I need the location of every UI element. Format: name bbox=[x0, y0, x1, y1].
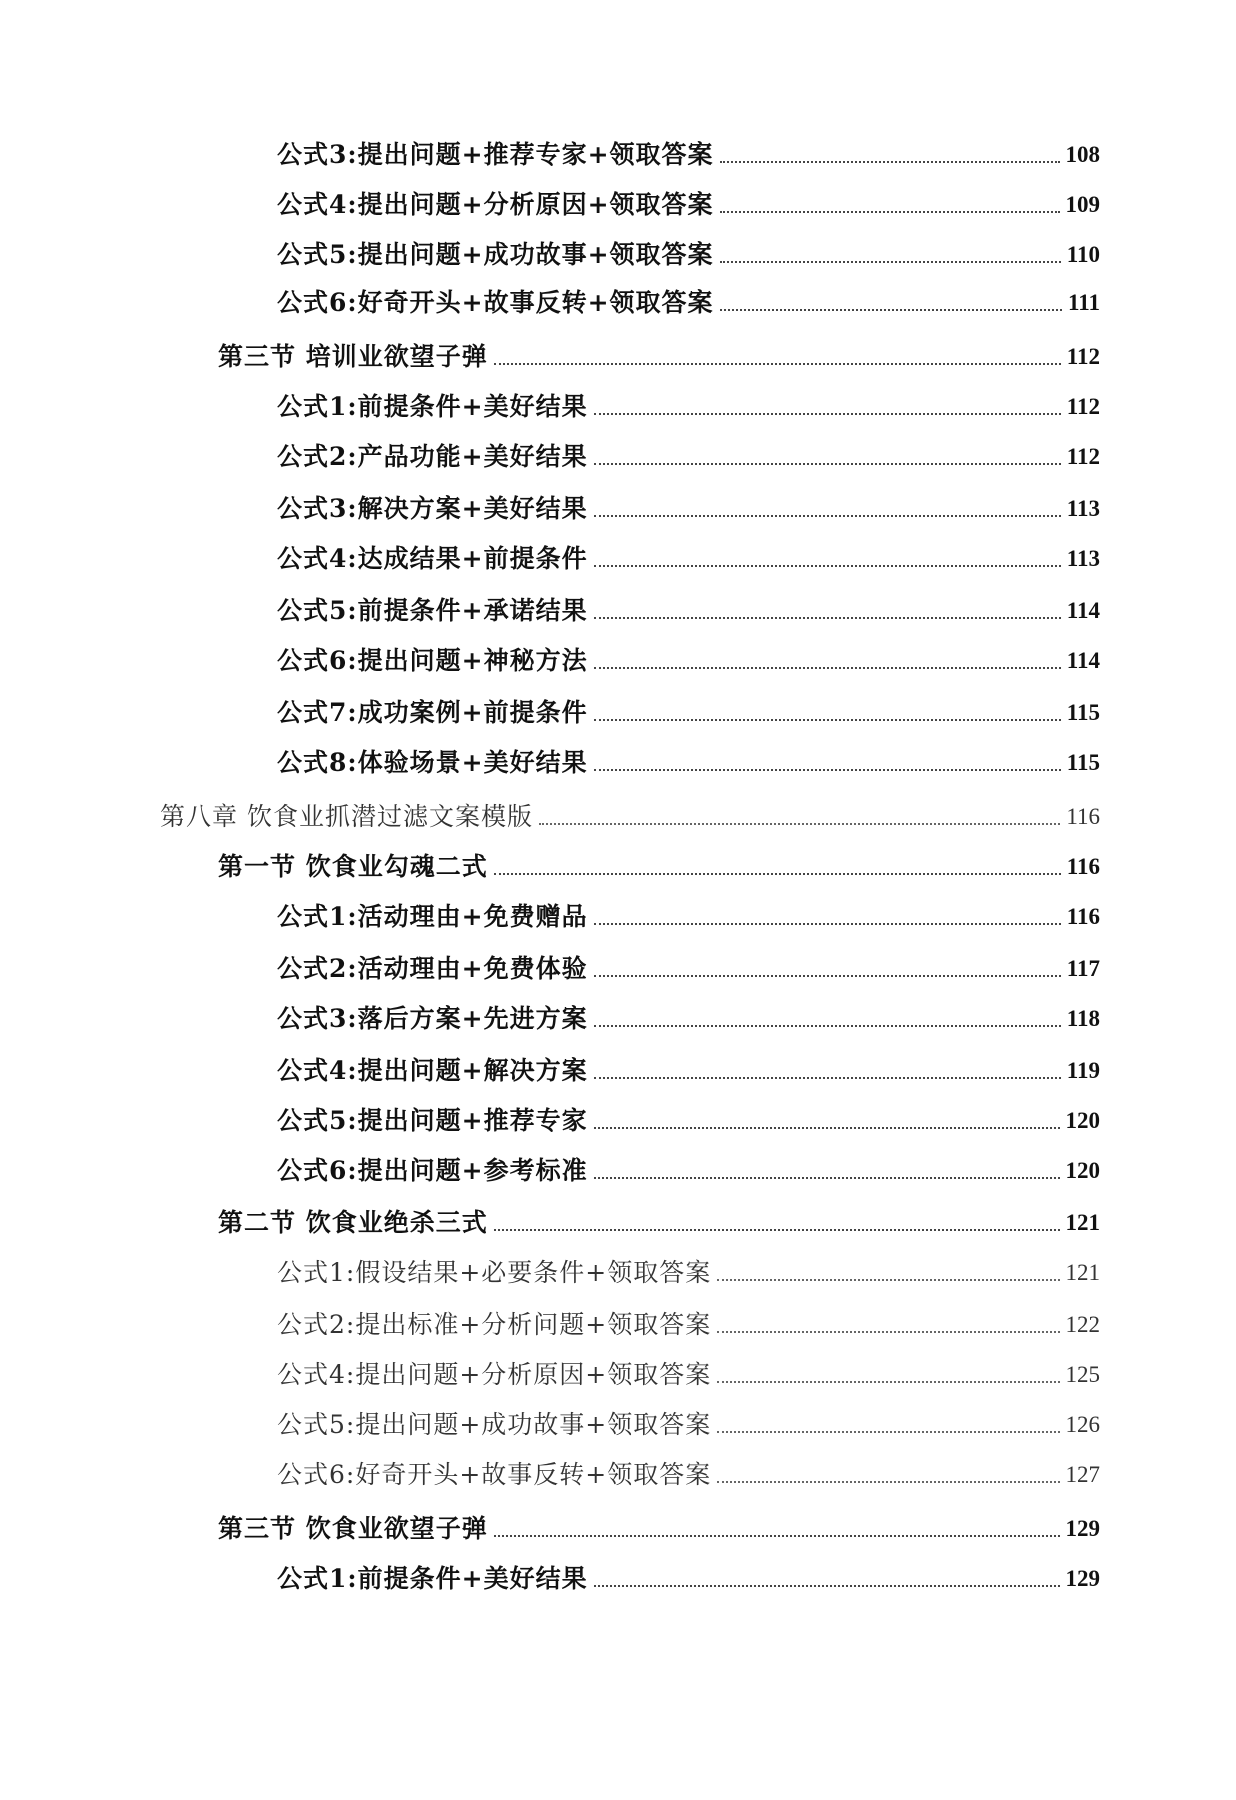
toc-page-number: 129 bbox=[1065, 1566, 1100, 1591]
toc-entry-title: 公式6:好奇开头+故事反转+领取答案 bbox=[277, 288, 714, 317]
toc-page-number: 112 bbox=[1066, 394, 1100, 419]
toc-dot-leader bbox=[720, 211, 1060, 213]
toc-entry-title: 公式6:提出问题+参考标准 bbox=[277, 1156, 588, 1185]
toc-dot-leader bbox=[594, 515, 1061, 517]
toc-entry-title: 第三节 饮食业欲望子弹 bbox=[218, 1514, 488, 1543]
toc-dot-leader bbox=[594, 617, 1061, 619]
toc-entry-title: 公式5:前提条件+承诺结果 bbox=[277, 596, 588, 625]
toc-page-number: 111 bbox=[1068, 290, 1100, 315]
toc-dot-leader bbox=[594, 413, 1061, 415]
toc-entry-level-3[interactable] bbox=[277, 1002, 1100, 1036]
toc-dot-leader bbox=[594, 975, 1061, 977]
toc-entry-title: 公式1:假设结果+必要条件+领取答案 bbox=[277, 1258, 712, 1287]
toc-page-number: 113 bbox=[1066, 546, 1100, 571]
toc-entry-level-3[interactable] bbox=[277, 696, 1100, 730]
toc-dot-leader bbox=[717, 1481, 1059, 1483]
toc-entry-level-3[interactable] bbox=[277, 1154, 1100, 1188]
toc-page-number: 115 bbox=[1066, 700, 1100, 725]
toc-entry-level-3[interactable] bbox=[277, 1256, 1100, 1290]
toc-page-number: 125 bbox=[1065, 1362, 1100, 1387]
toc-page-number: 120 bbox=[1065, 1158, 1100, 1183]
toc-entry-title: 公式1:前提条件+美好结果 bbox=[277, 1564, 588, 1593]
toc-entry-level-2[interactable] bbox=[218, 340, 1100, 374]
toc-page-number: 121 bbox=[1065, 1260, 1100, 1285]
toc-entry-level-3[interactable] bbox=[277, 390, 1100, 424]
toc-page-number: 117 bbox=[1066, 956, 1100, 981]
toc-entry-level-2[interactable] bbox=[218, 1206, 1100, 1240]
toc-dot-leader bbox=[594, 923, 1061, 925]
toc-dot-leader bbox=[494, 1229, 1060, 1231]
toc-entry-title: 公式5:提出问题+成功故事+领取答案 bbox=[277, 1410, 712, 1439]
toc-entry-level-3[interactable] bbox=[277, 1458, 1100, 1492]
toc-entry-title: 第一节 饮食业勾魂二式 bbox=[218, 852, 488, 881]
toc-page-number: 126 bbox=[1065, 1412, 1100, 1437]
toc-page-number: 116 bbox=[1066, 854, 1100, 879]
toc-entry-title: 公式5:提出问题+成功故事+领取答案 bbox=[277, 240, 714, 269]
toc-page-number: 121 bbox=[1065, 1210, 1100, 1235]
toc-entry-title: 公式6:提出问题+神秘方法 bbox=[277, 646, 588, 675]
toc-entry-title: 第二节 饮食业绝杀三式 bbox=[218, 1208, 488, 1237]
toc-entry-level-3[interactable] bbox=[277, 286, 1100, 320]
toc-page-number: 115 bbox=[1066, 750, 1100, 775]
toc-page-number: 119 bbox=[1066, 1058, 1100, 1083]
toc-page-number: 110 bbox=[1066, 242, 1100, 267]
toc-entry-title: 公式4:达成结果+前提条件 bbox=[277, 544, 588, 573]
toc-entry-title: 公式6:好奇开头+故事反转+领取答案 bbox=[277, 1460, 712, 1489]
toc-page-number: 120 bbox=[1065, 1108, 1100, 1133]
toc-dot-leader bbox=[594, 719, 1061, 721]
toc-page-number: 114 bbox=[1066, 598, 1100, 623]
toc-entry-level-3[interactable] bbox=[277, 1358, 1100, 1392]
toc-entry-title: 第八章 饮食业抓潜过滤文案模版 bbox=[160, 802, 533, 831]
toc-page-number: 116 bbox=[1066, 904, 1100, 929]
toc-dot-leader bbox=[717, 1381, 1059, 1383]
toc-entry-title: 公式8:体验场景+美好结果 bbox=[277, 748, 588, 777]
toc-entry-level-3[interactable] bbox=[277, 1308, 1100, 1342]
toc-entry-level-3[interactable] bbox=[277, 492, 1100, 526]
toc-entry-level-3[interactable] bbox=[277, 644, 1100, 678]
toc-entry-level-3[interactable] bbox=[277, 900, 1100, 934]
toc-page-number: 112 bbox=[1066, 444, 1100, 469]
toc-entry-level-3[interactable] bbox=[277, 746, 1100, 780]
toc-entry-title: 公式2:活动理由+免费体验 bbox=[277, 954, 588, 983]
toc-entry-level-3[interactable] bbox=[277, 1562, 1100, 1596]
toc-dot-leader bbox=[594, 1177, 1060, 1179]
toc-entry-level-3[interactable] bbox=[277, 1408, 1100, 1442]
toc-dot-leader bbox=[539, 823, 1060, 825]
toc-page-number: 129 bbox=[1065, 1516, 1100, 1541]
toc-entry-level-3[interactable] bbox=[277, 952, 1100, 986]
toc-entry-level-3[interactable] bbox=[277, 238, 1100, 272]
toc-entry-level-3[interactable] bbox=[277, 188, 1100, 222]
toc-page-number: 114 bbox=[1066, 648, 1100, 673]
toc-entry-level-3[interactable] bbox=[277, 1104, 1100, 1138]
toc-entry-level-3[interactable] bbox=[277, 138, 1100, 172]
toc-page-number: 113 bbox=[1066, 496, 1100, 521]
toc-page-number: 122 bbox=[1065, 1312, 1100, 1337]
toc-entry-title: 公式4:提出问题+分析原因+领取答案 bbox=[277, 190, 714, 219]
toc-entry-title: 公式2:提出标准+分析问题+领取答案 bbox=[277, 1310, 712, 1339]
toc-dot-leader bbox=[594, 1585, 1060, 1587]
toc-dot-leader bbox=[594, 667, 1061, 669]
toc-dot-leader bbox=[720, 309, 1063, 311]
toc-entry-title: 公式1:活动理由+免费赠品 bbox=[277, 902, 588, 931]
toc-dot-leader bbox=[717, 1279, 1059, 1281]
toc-entry-title: 公式1:前提条件+美好结果 bbox=[277, 392, 588, 421]
toc-dot-leader bbox=[594, 1025, 1061, 1027]
toc-entry-title: 公式2:产品功能+美好结果 bbox=[277, 442, 588, 471]
toc-entry-level-3[interactable] bbox=[277, 542, 1100, 576]
toc-dot-leader bbox=[717, 1431, 1059, 1433]
toc-dot-leader bbox=[594, 565, 1061, 567]
toc-page-number: 118 bbox=[1066, 1006, 1100, 1031]
toc-entry-level-3[interactable] bbox=[277, 594, 1100, 628]
toc-dot-leader bbox=[717, 1331, 1059, 1333]
toc-entry-title: 公式3:落后方案+先进方案 bbox=[277, 1004, 588, 1033]
toc-entry-title: 公式3:提出问题+推荐专家+领取答案 bbox=[277, 140, 714, 169]
toc-entry-title: 公式3:解决方案+美好结果 bbox=[277, 494, 588, 523]
toc-entry-level-1[interactable] bbox=[160, 800, 1100, 834]
toc-dot-leader bbox=[594, 1077, 1061, 1079]
toc-entry-title: 公式4:提出问题+解决方案 bbox=[277, 1056, 588, 1085]
toc-entry-title: 公式5:提出问题+推荐专家 bbox=[277, 1106, 588, 1135]
toc-dot-leader bbox=[594, 463, 1061, 465]
toc-entry-level-3[interactable] bbox=[277, 440, 1100, 474]
toc-page-number: 116 bbox=[1066, 804, 1100, 829]
toc-entry-title: 公式7:成功案例+前提条件 bbox=[277, 698, 588, 727]
toc-dot-leader bbox=[720, 261, 1061, 263]
toc-entry-title: 第三节 培训业欲望子弹 bbox=[218, 342, 488, 371]
toc-entry-level-2[interactable] bbox=[218, 1512, 1100, 1546]
toc-page-number: 108 bbox=[1065, 142, 1100, 167]
toc-dot-leader bbox=[594, 1127, 1060, 1129]
toc-page-number: 112 bbox=[1066, 344, 1100, 369]
toc-entry-level-2[interactable] bbox=[218, 850, 1100, 884]
toc-entry-title: 公式4:提出问题+分析原因+领取答案 bbox=[277, 1360, 712, 1389]
toc-dot-leader bbox=[720, 161, 1060, 163]
toc-entry-level-3[interactable] bbox=[277, 1054, 1100, 1088]
toc-dot-leader bbox=[494, 363, 1061, 365]
toc-dot-leader bbox=[494, 1535, 1060, 1537]
toc-page-number: 127 bbox=[1065, 1462, 1100, 1487]
toc-page-number: 109 bbox=[1065, 192, 1100, 217]
toc-dot-leader bbox=[494, 873, 1061, 875]
toc-dot-leader bbox=[594, 769, 1061, 771]
